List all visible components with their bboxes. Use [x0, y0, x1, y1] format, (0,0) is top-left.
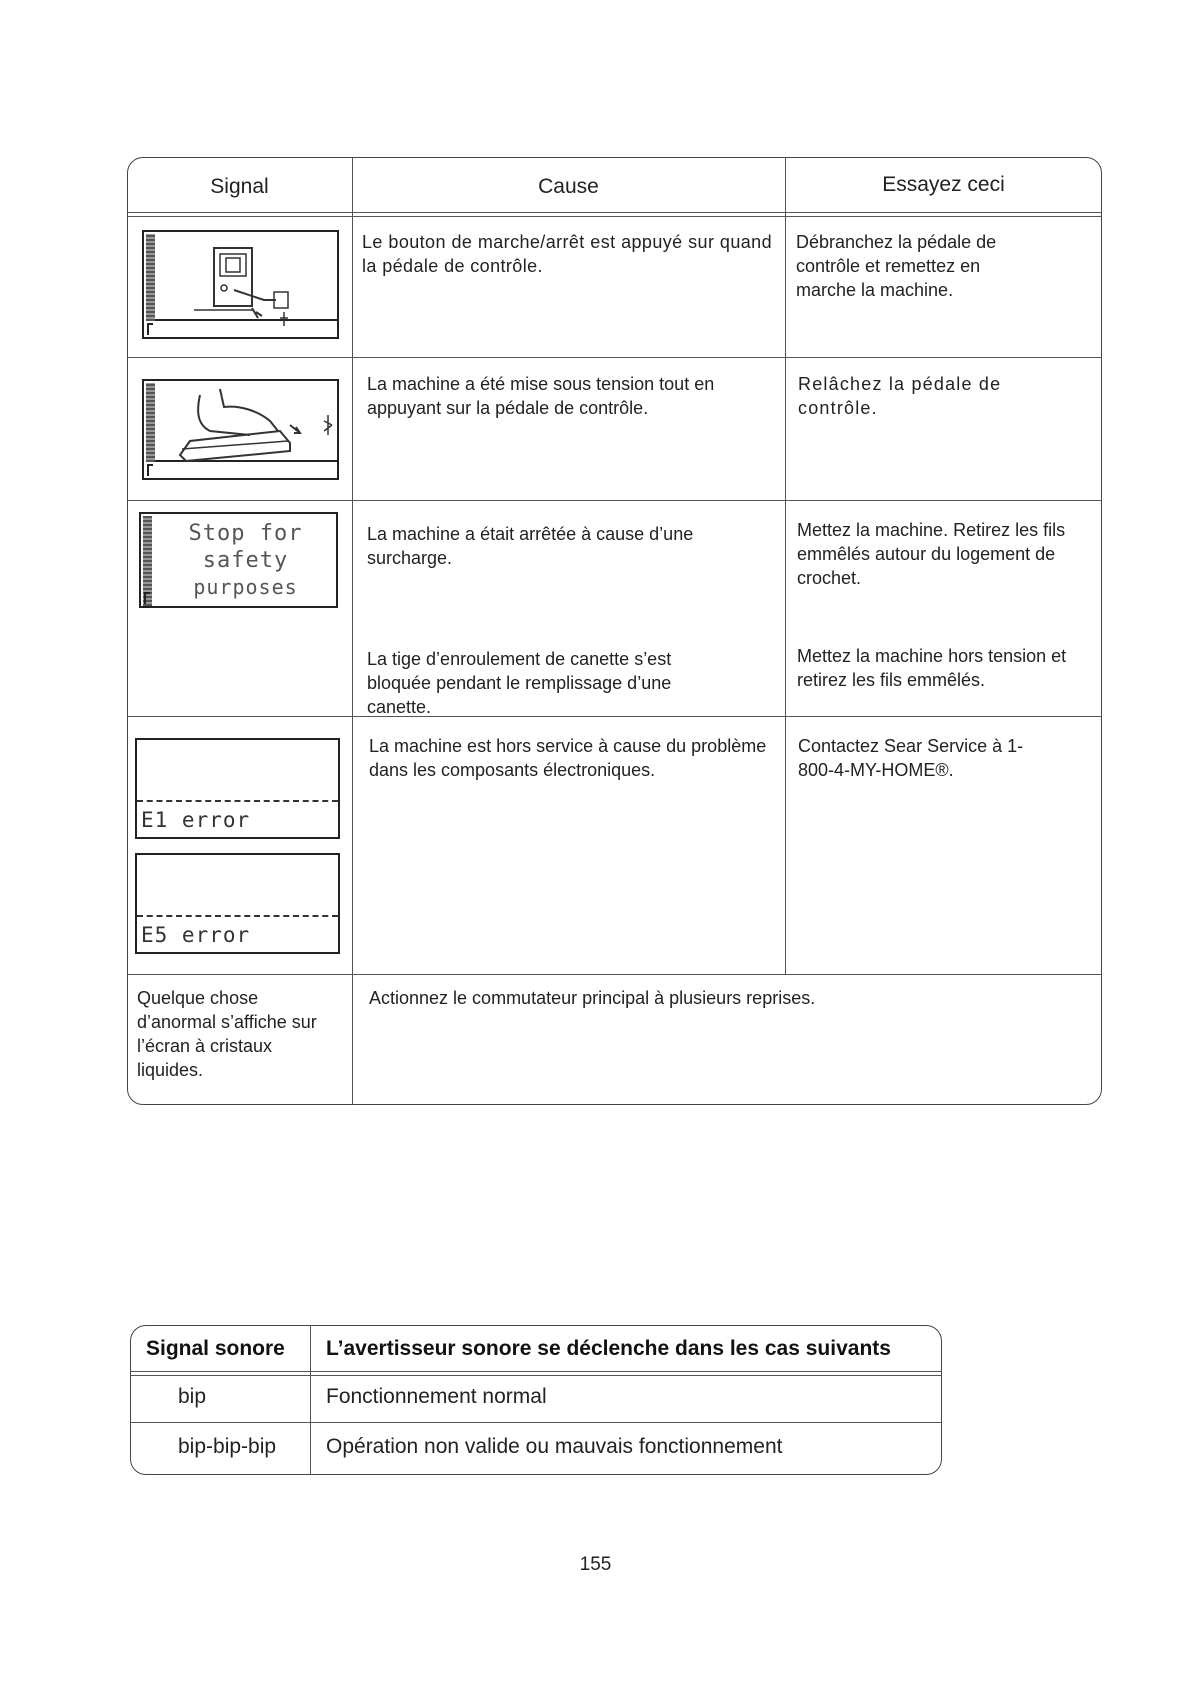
- lcd-sidebar: [146, 234, 155, 321]
- lcd-sidebar: [146, 383, 155, 462]
- lcd-e1-error: [135, 738, 340, 839]
- header-signal: Signal: [210, 175, 269, 198]
- header-remedy: Essayez ceci: [882, 173, 1005, 196]
- row-divider: [127, 357, 1102, 358]
- lcd-dashed-separator: [137, 915, 338, 917]
- foot-pedal-icon: [160, 385, 338, 465]
- buzzer-header-signal: Signal sonore: [146, 1337, 285, 1360]
- lcd-line-2: safety: [202, 548, 289, 573]
- buzzer-row2-signal: bip-bip-bip: [178, 1435, 277, 1458]
- e5-error-text: E5 error: [141, 923, 251, 947]
- lcd-e5-error: [135, 853, 340, 954]
- row2-remedy: Relâchez la pédale de contrôle.: [798, 374, 1002, 418]
- row-divider: [127, 974, 1102, 975]
- lcd-stop-for-safety: [139, 512, 338, 608]
- row3-remedy-2: Mettez la machine hors tension et retirez les fils emmêlés.: [797, 646, 1067, 690]
- buzzer-row2-description: Opération non valide ou mauvais fonctionnement: [326, 1435, 783, 1458]
- row-divider: [130, 1422, 942, 1423]
- lcd-dashed-separator: [137, 800, 338, 802]
- row3-cause-2: La tige d’enroulement de canette s’est bloquée pendant le remplissage d’une canette.: [367, 649, 672, 717]
- column-divider: [310, 1325, 311, 1475]
- row4-cause: La machine est hors service à cause du problème dans les composants électroniques.: [369, 736, 767, 780]
- buzzer-row1-description: Fonctionnement normal: [326, 1385, 547, 1408]
- row5-signal: Quelque chose d’anormal s’affiche sur l’écran à cristaux liquides.: [137, 988, 317, 1080]
- header-divider: [127, 212, 1102, 213]
- row-divider: [127, 500, 1102, 501]
- foot-control-plug-icon: [184, 240, 314, 330]
- lcd-corner-mark: [144, 592, 150, 604]
- lcd-line-3: purposes: [193, 575, 298, 599]
- column-divider: [785, 157, 786, 974]
- row2-cause: La machine a été mise sous tension tout en appuyant sur la pédale de contrôle.: [367, 374, 715, 418]
- row5-remedy: Actionnez le commutateur principal à plusieurs reprises.: [369, 988, 816, 1008]
- row1-remedy: Débranchez la pédale de contrôle et remettez en marche la machine.: [796, 232, 997, 300]
- buzzer-header-description: L’avertisseur sonore se déclenche dans les cas suivants: [326, 1337, 891, 1360]
- page-number: 155: [579, 1554, 612, 1575]
- lcd-corner-mark: [147, 323, 153, 335]
- e1-error-text: E1 error: [141, 808, 251, 832]
- row3-remedy-1: Mettez la machine. Retirez les fils emmêlés autour du logement de crochet.: [797, 520, 1066, 588]
- lcd-foot-control-signal: [142, 379, 339, 480]
- buzzer-table: [130, 1325, 942, 1475]
- header-cause: Cause: [538, 175, 599, 198]
- row4-remedy: Contactez Sear Service à 1-800-4-MY-HOME®.: [798, 736, 1024, 780]
- row1-cause: Le bouton de marche/arrêt est appuyé sur quand la pédale de contrôle.: [362, 232, 772, 276]
- header-divider: [130, 1371, 942, 1372]
- lcd-corner-mark: [147, 464, 153, 476]
- column-divider: [352, 157, 353, 1105]
- lcd-start-stop-signal: [142, 230, 339, 339]
- row3-cause-1: La machine a était arrêtée à cause d’une surcharge.: [367, 524, 694, 568]
- buzzer-row1-signal: bip: [178, 1385, 207, 1408]
- lcd-line-1: Stop for: [188, 521, 303, 546]
- troubleshooting-table: [127, 157, 1102, 1105]
